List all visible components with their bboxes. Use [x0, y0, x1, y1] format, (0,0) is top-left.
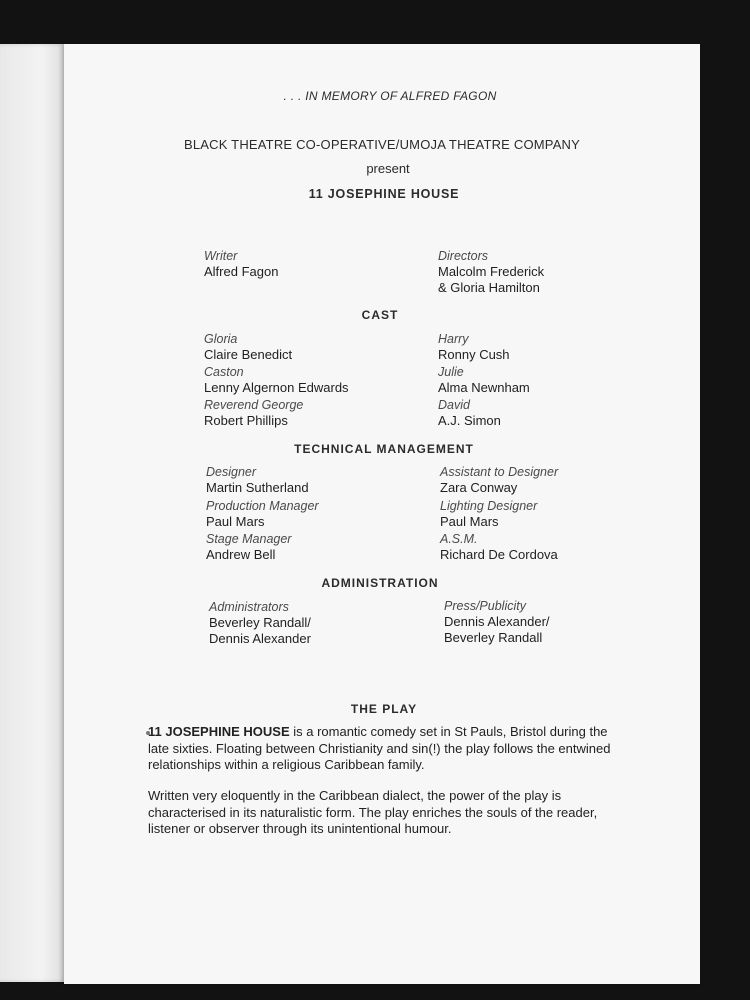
- tech-role: Assistant to Designer: [440, 465, 559, 479]
- cast-role: Caston: [204, 365, 244, 379]
- cast-member: [204, 331, 292, 363]
- tech-role: Stage Manager: [206, 532, 292, 546]
- play-heading: THE PLAY: [350, 702, 418, 716]
- publicity-name-1: Dennis Alexander/: [444, 614, 550, 629]
- cast-member: [204, 397, 303, 429]
- cast-heading: CAST: [361, 308, 399, 322]
- present-text: present: [366, 161, 410, 176]
- tech-member: [206, 498, 319, 530]
- play-title: 11 JOSEPHINE HOUSE: [308, 187, 460, 201]
- administrators-credit: [209, 599, 311, 647]
- administrators-name-1: Beverley Randall/: [209, 615, 311, 630]
- left-page-edge: [0, 44, 70, 982]
- cast-member: [204, 364, 349, 396]
- memorial-line: . . . IN MEMORY OF ALFRED FAGON: [283, 89, 497, 103]
- writer-name: Alfred Fagon: [204, 264, 279, 279]
- tech-name: Richard De Cordova: [440, 547, 558, 562]
- administrators-name-2: Dennis Alexander: [209, 631, 311, 646]
- tech-name: Paul Mars: [440, 514, 499, 529]
- play-paragraph-2: Written very eloquently in the Caribbean dialect, the power of the play is characterised in its naturalistic form. The play enriches the souls of the reader, listener or observer through its unintentional humour.: [148, 788, 598, 836]
- technical-heading: TECHNICAL MANAGEMENT: [294, 442, 474, 456]
- tech-name: Zara Conway: [440, 480, 518, 495]
- tech-role: Designer: [206, 465, 257, 479]
- cast-role: David: [438, 398, 470, 412]
- cast-role: Julie: [438, 365, 464, 379]
- publicity-name-2: Beverley Randall: [444, 630, 543, 645]
- tech-name: Martin Sutherland: [206, 480, 309, 495]
- cast-member: [438, 331, 510, 363]
- tech-role: A.S.M.: [440, 532, 478, 546]
- administrators-role: Administrators: [209, 600, 289, 614]
- cast-name: Alma Newnham: [438, 380, 530, 395]
- cast-role: Reverend George: [204, 398, 304, 412]
- cast-member: [438, 364, 530, 396]
- directors-name-2: & Gloria Hamilton: [438, 280, 540, 295]
- play-title-inline: 11 JOSEPHINE HOUSE: [148, 724, 290, 739]
- administration-heading: ADMINISTRATION: [321, 576, 439, 590]
- cast-member: [438, 397, 501, 429]
- play-paragraph-1: [148, 724, 628, 774]
- company-name: BLACK THEATRE CO-OPERATIVE/UMOJA THEATRE COMPANY: [183, 137, 581, 152]
- tech-member: [440, 464, 558, 496]
- cast-role: Gloria: [204, 332, 238, 346]
- tech-role: Production Manager: [206, 499, 319, 513]
- directors-role: Directors: [438, 249, 489, 263]
- cast-name: A.J. Simon: [438, 413, 501, 428]
- writer-credit: [204, 248, 278, 280]
- tech-member: [440, 498, 537, 530]
- publicity-credit: [444, 598, 550, 646]
- tech-member: [206, 464, 309, 496]
- cast-name: Claire Benedict: [204, 347, 293, 362]
- directors-credit: [438, 248, 544, 296]
- tech-role: Lighting Designer: [440, 499, 538, 513]
- directors-name-1: Malcolm Frederick: [438, 264, 545, 279]
- tech-name: Andrew Bell: [206, 547, 276, 562]
- play-paragraph-1-text: is a romantic comedy set in St Pauls, Bristol during the late sixties. Floating between Christianity and sin(!) the play follows the entwined relationships within a religious Caribbean family.: [148, 724, 611, 772]
- cast-name: Ronny Cush: [438, 347, 510, 362]
- cast-role: Harry: [438, 332, 469, 346]
- tech-member: [206, 531, 291, 563]
- cast-name: Lenny Algernon Edwards: [204, 380, 349, 395]
- programme-page: [64, 44, 700, 984]
- cast-name: Robert Phillips: [204, 413, 288, 428]
- writer-role: Writer: [204, 249, 238, 263]
- publicity-role: Press/Publicity: [444, 599, 526, 613]
- tech-member: [440, 531, 558, 563]
- tech-name: Paul Mars: [206, 514, 265, 529]
